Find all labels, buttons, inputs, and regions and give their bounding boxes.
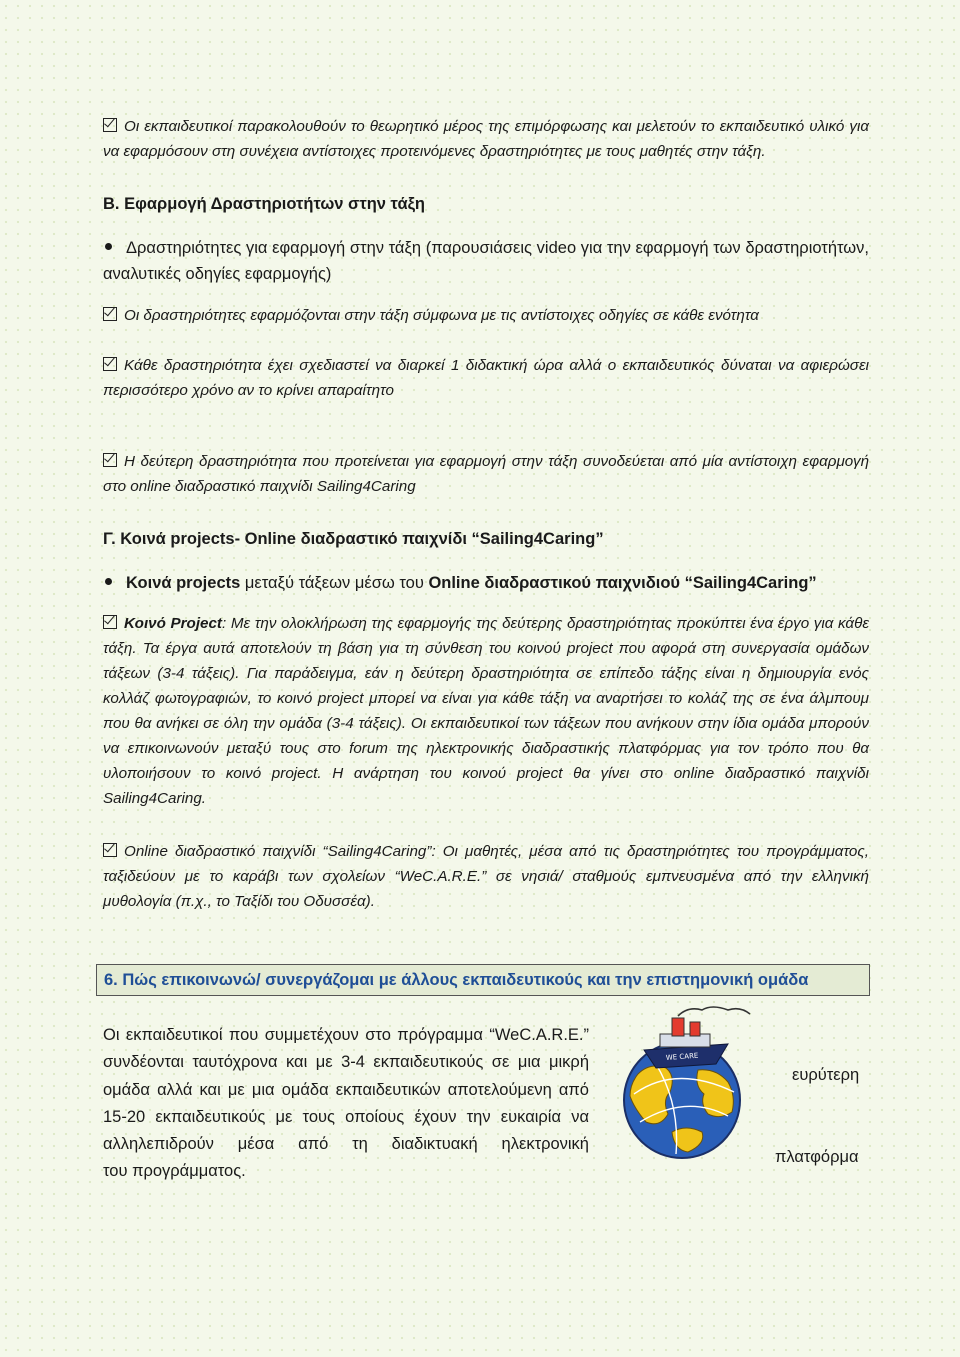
checkbox-icon [103,307,117,321]
section-g-check-1: Κοινό Project: Με την ολοκλήρωση της εφαρμογής της δεύτερης δραστηριότητας προκύπτει ένα έργο για κάθε τάξη. Τα έργα αυτά αποτελούν τη βάση για τη σύνθεση του κοινού project που αφορά στη συνεργασία ομάδων τάξεων (3-4 τάξεις). Για παράδειγμα, εάν η δεύτερη δραστηριότητα σε επίπεδο τάξης είναι η δημιουργία ενός κολλάζ φωτογραφιών, το κοινό project μπορεί να είναι για κάθε τάξη να αναρτήσει το κολάζ της σε ένα άλμπουμ που θα ανήκει σε όλη την ομάδα (3-4 τάξεις). Οι εκπαιδευτικοί των τάξεων που ανήκουν στην ίδια ομάδα μπορούν να επικοινωνούν μεταξύ τους στο forum της ηλεκτρονικής διαδραστικής πλατφόρμας για τον τρόπο που θα υλοποιήσουν το κοινό project. Η ανάρτηση του κοινού project θα γίνει στο online διαδραστικό παιχνίδι Sailing4Caring. [103,615,870,807]
checkbox-icon [103,615,117,629]
section-6-heading: 6. Πώς επικοινωνώ/ συνεργάζομαι με άλλους εκπαιδευτικούς και την επιστημονική ομάδα [96,964,870,996]
bullet-icon [105,578,112,585]
ship-label: WE CARE [665,1051,699,1062]
ship-funnel [672,1018,684,1036]
section-g-bullet: Κοινά projects μεταξύ τάξεων μέσω του Online διαδραστικού παιχνιδιού “Sailing4Caring” [103,570,869,596]
ship-funnel-2 [690,1022,700,1036]
section-g-check-2: Online διαδραστικό παιχνίδι “Sailing4Caring”: Οι μαθητές, μέσα από τις δραστηριότητες του προγράμματος, ταξιδεύουν με το καράβι των σχολείων “WeC.A.R.E.” σε νησιά/ σταθμούς εμπνευσμένα από την ελληνική μυθολογία (π.χ., το Ταξίδι του Οδυσσέα). [103,843,869,910]
section-b-bullet: Δραστηριότητες για εφαρμογή στην τάξη (παρουσιάσεις video για την εφαρμογή των δραστηριοτήτων, αναλυτικές οδηγίες εφαρμογής) [103,239,869,283]
checkbox-icon [103,357,117,371]
bullet-icon [105,243,112,250]
side-word-wider: ευρύτερη [792,1066,860,1084]
section-b-check-2: Κάθε δραστηριότητα έχει σχεδιαστεί να διαρκεί 1 διδακτική ώρα αλλά ο εκπαιδευτικός δύναται να αφιερώσει περισσότερο χρόνο αν το κρίνει απαραίτητο [103,357,869,399]
side-word-platform: πλατφόρμα [775,1148,859,1166]
section-b-check-1: Οι δραστηριότητες εφαρμόζονται στην τάξη σύμφωνα με τις αντίστοιχες οδηγίες σε κάθε ενότητα [103,303,869,328]
checkbox-icon [103,118,117,132]
section-b-heading: Β. Εφαρμογή Δραστηριοτήτων στην τάξη [103,195,426,213]
wecare-globe-ship-image [616,1004,756,1160]
ship-deck [660,1034,710,1047]
section-6-text: Οι εκπαιδευτικοί που συμμετέχουν στο πρόγραμμα “WeC.A.R.E.” συνδέονται ταυτόχρονα και με 3-4 εκπαιδευτικούς σε μια μικρή ομάδα αλλά και με μια ομάδα εκπαιδευτικών αποτελούμενη από 15-20 εκπαιδευτικούς με τους οποίους έχουν την ευκαιρία να αλληλεπιδρούν μέσα από τη διαδικτυακή ηλεκτρονική του προγράμματος. [103,1026,589,1181]
ship-smoke [678,1007,750,1016]
document-page [103,114,869,1222]
paragraph-intro: Οι εκπαιδευτικοί παρακολουθούν το θεωρητικό μέρος της επιμόρφωσης και μελετούν το εκπαιδευτικό υλικό για να εφαρμόσουν στη συνέχεια αντίστοιχες προτεινόμενες δραστηριότητες με τους μαθητές στην τάξη. [103,118,869,160]
section-6-body [103,1022,869,1222]
section-b-check-3: Η δεύτερη δραστηριότητα που προτείνεται για εφαρμογή στην τάξη συνοδεύεται από μία αντίστοιχη εφαρμογή στο online διαδραστικό παιχνίδι Sailing4Caring [103,453,869,495]
checkbox-icon [103,843,117,857]
section-g-heading: Γ. Κοινά projects- Online διαδραστικό παιχνίδι “Sailing4Caring” [103,530,604,548]
checkbox-icon [103,453,117,467]
